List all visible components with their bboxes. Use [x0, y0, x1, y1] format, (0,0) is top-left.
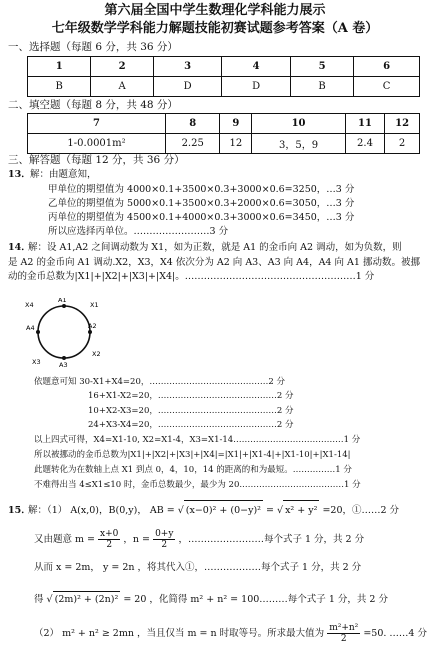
- q13-line: 乙单位的期望值为 5000×0.1+3500×0.3+2000×0.6=3050，…3 分: [48, 198, 355, 209]
- q13-label: 13．: [8, 169, 31, 180]
- q14-line: 以上四式可得，X4=X1-10, X2=X1-4，X3=X1-14…………………………………1 分: [34, 435, 361, 445]
- table-cell: 7: [28, 114, 166, 134]
- q15-text: 解：（1） A(x,0)，B(0,y)， AB =: [28, 505, 175, 516]
- node-label-a1: A1: [58, 298, 67, 304]
- q15-label: 15．: [8, 505, 31, 516]
- q15-text: =: [266, 505, 274, 516]
- q14-line: 是 A2 的金币向 A1 调动.X2，X3，X4 依次分为 A2 向 A3、A3 向 A4，A4 向 A1 挪动数。被挪: [8, 257, 420, 268]
- table-cell: 11: [345, 114, 384, 134]
- table-cell: 6: [354, 57, 420, 77]
- fraction-numerator: x+0: [100, 529, 119, 539]
- fill-answer-table: [27, 113, 420, 154]
- section-fill-heading: 二、填空题（每题 8 分，共 48 分）: [8, 99, 178, 111]
- q15-text: （2） m² + n² ≥ 2mn ，当且仅当 m = n 时取等号。所求最大值为: [34, 628, 325, 639]
- q14-equation: 依题意可知 30-X1+X4=20，……………………………………2 分: [34, 377, 285, 387]
- q14-line: 解：设 A1,A2 之间调动数为 X1，如为正数，就是 A1 的金币向 A2 调动，如为负数，则: [28, 242, 402, 253]
- edge-label-x3: X3: [32, 358, 41, 366]
- fraction: [98, 529, 120, 550]
- q15-text: = 20 ，化简得 m² + n² = 100………每个式子 1 分，共 2 分: [123, 594, 388, 605]
- table-cell: B: [28, 77, 91, 97]
- table-cell: 2: [91, 57, 153, 77]
- edge-label-x1: X1: [90, 301, 99, 309]
- q13-line: 丙单位的期望值为 4500×0.1+4000×0.3+3000×0.6=3450，…3 分: [48, 212, 355, 223]
- title-line-1: 第六届全国中学生数理化学科能力展示: [104, 3, 326, 18]
- table-cell: B: [290, 77, 353, 97]
- q15-radicand: (x−0)² + (0−y)²: [184, 500, 263, 521]
- edge-label-x2: X2: [92, 350, 101, 358]
- q14-line: 动的金币总数为|X1|+|X2|+|X3|+|X4|。………………………………………………1 分: [8, 271, 375, 282]
- table-cell: 2: [385, 134, 420, 154]
- fraction-numerator: m²+n²: [329, 623, 359, 633]
- q15-text: ，……………………每个式子 1 分，共 2 分: [178, 534, 365, 545]
- edge-label-x4: X4: [25, 301, 34, 309]
- node-label-a3: A3: [59, 361, 68, 369]
- title-line-2: 七年级数学学科能力解题技能初赛试题参考答案（A 卷）: [51, 21, 379, 36]
- table-cell: 1-0.0001m²: [28, 134, 166, 154]
- sqrt-icon: √: [277, 505, 284, 516]
- choice-answer-table: [27, 56, 420, 97]
- table-cell: A: [91, 77, 153, 97]
- table-cell: D: [153, 77, 222, 97]
- q15-line-5: [34, 622, 427, 646]
- table-cell: 5: [290, 57, 353, 77]
- q14-equation: 24+X3-X4=20，……………………………………2 分: [88, 420, 294, 430]
- q15-text: ，n =: [123, 534, 151, 545]
- fraction: [153, 529, 175, 550]
- table-cell: 2.4: [345, 134, 384, 154]
- table-cell: 10: [252, 114, 345, 134]
- q14-equation: 16+X1-X2=20，……………………………………2 分: [88, 391, 294, 401]
- table-cell: C: [354, 77, 420, 97]
- fraction-numerator: 0+y: [155, 529, 174, 539]
- section-choice-heading: 一、选择题（每题 6 分，共 36 分）: [8, 41, 178, 53]
- q15-line-2: [34, 528, 364, 552]
- q15-text: 又由题意 m =: [34, 534, 96, 545]
- q14-equation: 10+X2-X3=20，……………………………………2 分: [88, 406, 294, 416]
- fraction-denominator: 2: [340, 634, 347, 644]
- table-cell: 12: [385, 114, 420, 134]
- q15-text: =20，①……2 分: [322, 505, 400, 516]
- table-cell: 3: [153, 57, 222, 77]
- q13-line: 甲单位的期望值为 4000×0.1+3500×0.3+3000×0.6=3250，…3 分: [48, 184, 355, 195]
- q14-line: 所以被挪动的金币总数为|X1|+|X2|+|X3|+|X4|=|X1|+|X1-4|+|X1-10|+|X1-14|: [34, 450, 351, 460]
- q13-line: 所以应选择丙单位。……………………3 分: [48, 226, 229, 237]
- q15-line-4: [34, 591, 388, 608]
- fraction-denominator: 2: [161, 540, 168, 550]
- q15-radicand: x² + y²: [283, 500, 319, 521]
- node-dot: [88, 330, 92, 334]
- table-cell: 1: [28, 57, 91, 77]
- section-solve-heading: 三、解答题（每题 12 分，共 36 分）: [8, 154, 185, 166]
- sqrt-icon: √: [46, 594, 53, 605]
- q15-text: =50. ……4 分: [363, 628, 427, 639]
- node-label-a2: A2: [88, 322, 97, 330]
- table-cell: 2.25: [166, 134, 220, 154]
- node-dot: [62, 304, 66, 308]
- table-cell: 4: [222, 57, 291, 77]
- table-cell: 9: [220, 114, 252, 134]
- fraction: [327, 623, 360, 644]
- table-cell: D: [222, 77, 291, 97]
- q14-line: 不难得出当 4≤X1≤10 时，金币总数最少，最少为 20.………………………………1 分: [34, 480, 361, 490]
- node-dot: [62, 356, 66, 360]
- sqrt-icon: √: [177, 505, 184, 516]
- q13-intro: 解：由题意知，: [30, 169, 97, 180]
- q15-line-1: [28, 500, 399, 521]
- coin-circle-diagram: [22, 298, 112, 370]
- q15-text: 得: [34, 594, 44, 605]
- node-label-a4: A4: [26, 324, 35, 332]
- table-cell: 3，5，9: [252, 134, 345, 154]
- q14-line: 此题转化为在数轴上点 X1 到点 0，4，10，14 的距离的和为最短。……………1 分: [34, 465, 352, 475]
- q14-label: 14．: [8, 242, 31, 253]
- fraction-denominator: 2: [106, 540, 113, 550]
- table-cell: 8: [166, 114, 220, 134]
- q15-line-3: 从而 x = 2m， y = 2n ，将其代入①，………………每个式子 1 分，共 2 分: [34, 562, 362, 573]
- circle-path: [38, 306, 90, 358]
- table-cell: 12: [220, 134, 252, 154]
- node-dot: [36, 330, 40, 334]
- q15-radicand: (2m)² + (2n)²: [53, 591, 121, 608]
